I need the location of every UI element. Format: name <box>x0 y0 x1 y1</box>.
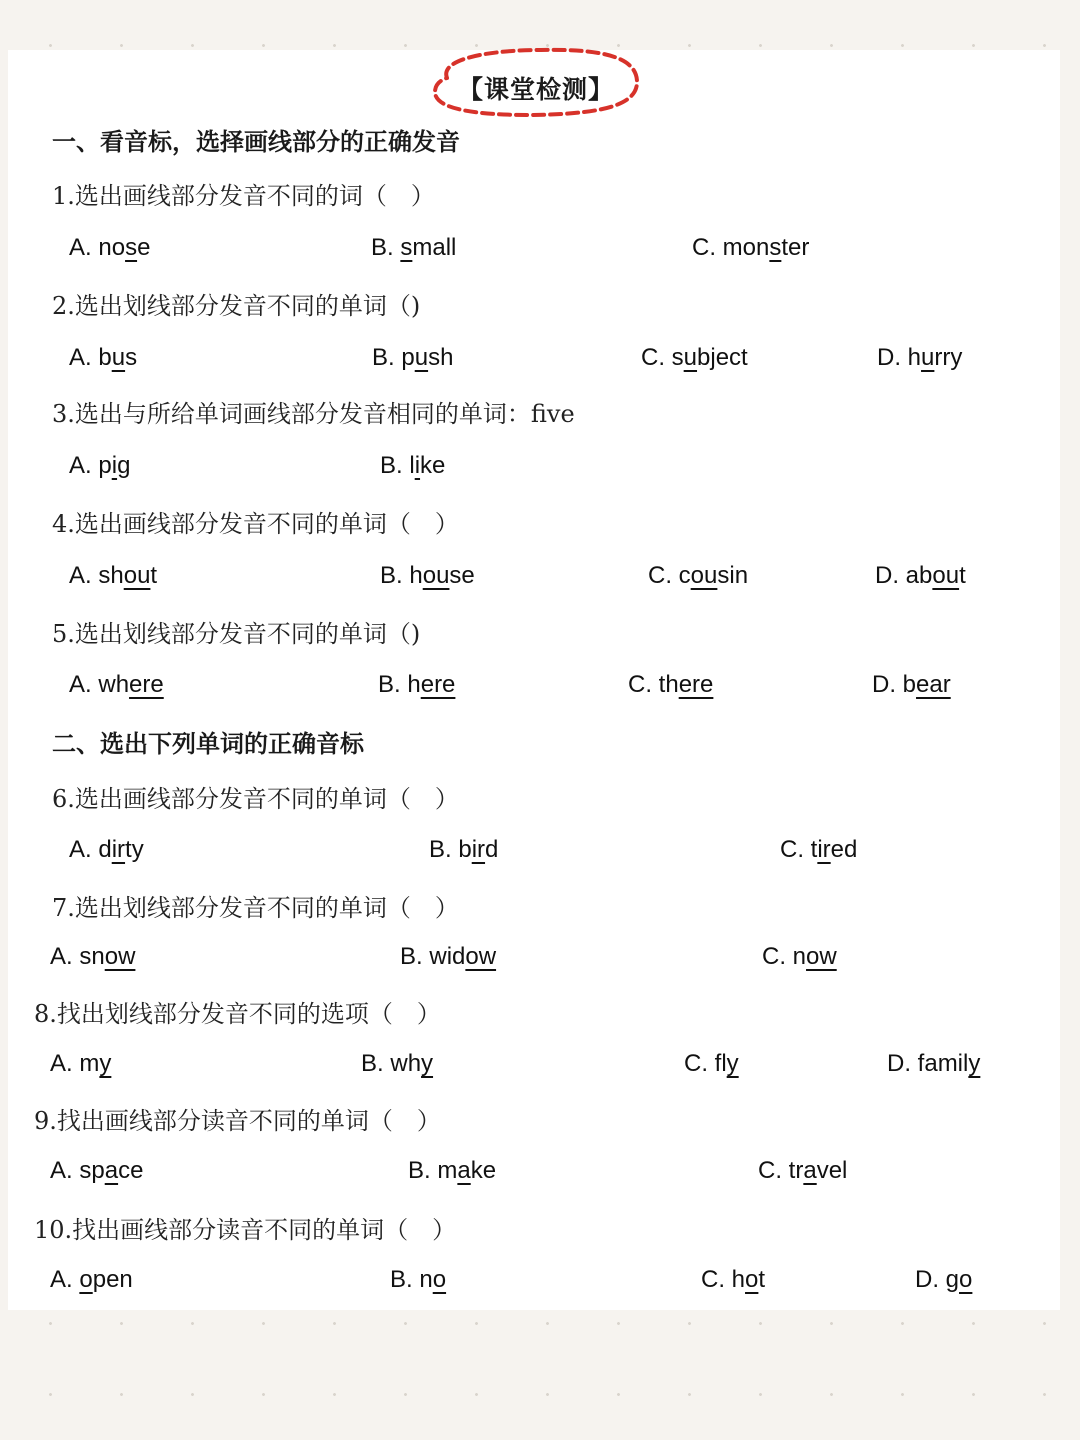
option-word <box>908 344 963 371</box>
option-letter: B. <box>400 943 423 970</box>
word-prefix: h <box>731 1266 746 1293</box>
underlined-letters: s <box>769 234 782 261</box>
word-prefix: sn <box>79 943 105 970</box>
underlined-letters: a <box>457 1157 471 1184</box>
option-letter: C. <box>692 234 716 261</box>
answer-option[interactable] <box>915 1266 972 1294</box>
word-prefix: n <box>792 943 807 970</box>
word-suffix: ty <box>125 836 144 863</box>
option-letter: B. <box>361 1050 384 1077</box>
option-word <box>659 671 714 698</box>
question-prompt: 8.找出划线部分发音不同的选项（ ） <box>34 1000 441 1028</box>
answer-option[interactable] <box>758 1157 847 1185</box>
section-heading: 二、选出下列单词的正确音标 <box>52 730 364 758</box>
word-prefix: s <box>671 344 684 371</box>
answer-option[interactable] <box>692 234 809 262</box>
answer-option[interactable] <box>50 1157 143 1185</box>
word-prefix: wid <box>429 943 466 970</box>
option-letter: A. <box>50 1050 73 1077</box>
underlined-letters: ow <box>104 943 136 970</box>
answer-option[interactable] <box>400 943 496 971</box>
option-word <box>672 344 748 371</box>
answer-option[interactable] <box>648 562 748 590</box>
option-letter: C. <box>762 943 786 970</box>
word-prefix: m <box>437 1157 458 1184</box>
word-prefix: th <box>658 671 679 698</box>
answer-option[interactable] <box>390 1266 446 1294</box>
answer-option[interactable] <box>762 943 837 971</box>
word-prefix: wh <box>390 1050 422 1077</box>
underlined-letters: ere <box>678 671 714 698</box>
answer-option[interactable] <box>69 344 137 372</box>
answer-option[interactable] <box>361 1050 433 1078</box>
option-letter: B. <box>371 234 394 261</box>
option-letter: D. <box>877 344 901 371</box>
option-word <box>98 836 143 863</box>
word-suffix: t <box>959 562 966 589</box>
word-prefix: tr <box>788 1157 804 1184</box>
underlined-letters: y <box>726 1050 739 1077</box>
word-prefix: p <box>98 452 112 479</box>
option-letter: D. <box>875 562 899 589</box>
question-prompt: 3.选出与所给单词画线部分发音相同的单词：five <box>52 400 575 428</box>
option-word <box>906 562 966 589</box>
question-prompt: 10.找出画线部分读音不同的单词（ ） <box>34 1216 457 1244</box>
word-suffix: d <box>485 836 499 863</box>
word-suffix: pen <box>92 1266 133 1293</box>
option-word <box>715 1050 739 1077</box>
word-suffix: vel <box>816 1157 848 1184</box>
option-word <box>419 1266 446 1293</box>
underlined-letters: ou <box>123 562 151 589</box>
answer-option[interactable] <box>50 943 135 971</box>
option-word <box>789 1157 848 1184</box>
option-letter: D. <box>872 671 896 698</box>
word-prefix: h <box>407 671 421 698</box>
option-word <box>407 671 455 698</box>
option-letter: A. <box>50 943 73 970</box>
underlined-letters: ear <box>916 671 951 698</box>
answer-option[interactable] <box>877 344 962 372</box>
underlined-letters: ere <box>129 671 164 698</box>
option-word <box>79 943 135 970</box>
option-letter: C. <box>684 1050 708 1077</box>
option-letter: A. <box>50 1157 73 1184</box>
underlined-letters: y <box>421 1050 434 1077</box>
option-letter: B. <box>380 562 403 589</box>
word-prefix: l <box>409 452 415 479</box>
option-word <box>793 943 837 970</box>
option-letter: A. <box>69 562 92 589</box>
option-word <box>811 836 858 863</box>
word-prefix: d <box>98 836 112 863</box>
answer-option[interactable] <box>69 234 150 262</box>
word-prefix: n <box>419 1266 433 1293</box>
underlined-letters: ir <box>817 836 831 863</box>
option-word <box>903 671 951 698</box>
answer-option[interactable] <box>429 836 498 864</box>
question-prompt: 6.选出画线部分发音不同的单词（ ） <box>52 785 459 813</box>
underlined-letters: o <box>432 1266 447 1293</box>
question-prompt: 2.选出划线部分发音不同的单词（) <box>52 292 421 320</box>
answer-option[interactable] <box>641 344 748 372</box>
word-suffix: mall <box>412 234 457 261</box>
underlined-letters: u <box>414 344 429 371</box>
word-prefix: fl <box>714 1050 727 1077</box>
word-suffix: ce <box>118 1157 144 1184</box>
option-word <box>98 671 163 698</box>
question-prompt: 5.选出划线部分发音不同的单词（) <box>52 620 421 648</box>
word-prefix: m <box>79 1050 100 1077</box>
word-prefix: c <box>678 562 691 589</box>
answer-option[interactable] <box>875 562 966 590</box>
word-prefix: h <box>409 562 423 589</box>
word-suffix: sin <box>717 562 749 589</box>
option-word <box>409 452 445 479</box>
option-letter: C. <box>701 1266 725 1293</box>
option-letter: D. <box>915 1266 939 1293</box>
option-letter: A. <box>69 836 92 863</box>
option-word <box>98 344 137 371</box>
answer-option[interactable] <box>872 671 951 699</box>
word-prefix: wh <box>98 671 130 698</box>
underlined-letters: o <box>745 1266 759 1293</box>
word-suffix: t <box>758 1266 766 1293</box>
underlined-letters: o <box>959 1266 973 1293</box>
underlined-letters: ir <box>111 836 126 863</box>
word-suffix: ke <box>470 1157 497 1184</box>
option-word <box>98 452 130 479</box>
option-word <box>79 1266 132 1293</box>
option-letter: B. <box>378 671 401 698</box>
underlined-letters: ou <box>422 562 450 589</box>
question-prompt: 9.找出画线部分读音不同的单词（ ） <box>34 1107 441 1135</box>
underlined-letters: s <box>125 234 138 261</box>
word-prefix: b <box>98 344 112 371</box>
question-prompt: 4.选出画线部分发音不同的单词（ ） <box>52 510 459 538</box>
word-suffix: ter <box>781 234 810 261</box>
underlined-letters: a <box>803 1157 817 1184</box>
underlined-letters: a <box>104 1157 119 1184</box>
answer-option[interactable] <box>69 836 144 864</box>
option-word <box>918 1050 981 1077</box>
underlined-letters: ou <box>690 562 718 589</box>
option-letter: C. <box>628 671 652 698</box>
underlined-letters: i <box>111 452 118 479</box>
option-letter: B. <box>380 452 403 479</box>
answer-option[interactable] <box>628 671 713 699</box>
option-letter: B. <box>429 836 452 863</box>
underlined-letters: u <box>111 344 126 371</box>
underlined-letters: y <box>99 1050 112 1077</box>
word-prefix: no <box>98 234 126 261</box>
answer-option[interactable] <box>380 562 475 590</box>
page-title: 【课堂检测】 <box>457 75 614 104</box>
option-letter: A. <box>50 1266 73 1293</box>
answer-option[interactable] <box>69 671 164 699</box>
word-suffix: g <box>117 452 131 479</box>
word-prefix: mon <box>722 234 770 261</box>
answer-option[interactable] <box>380 452 445 480</box>
option-word <box>98 234 150 261</box>
underlined-letters: ow <box>806 943 837 970</box>
answer-option[interactable] <box>378 671 455 699</box>
option-word <box>946 1266 973 1293</box>
word-suffix: t <box>150 562 158 589</box>
underlined-letters: u <box>683 344 698 371</box>
word-prefix: h <box>907 344 922 371</box>
option-letter: A. <box>69 344 92 371</box>
answer-option[interactable] <box>371 234 456 262</box>
option-letter: B. <box>372 344 395 371</box>
underlined-letters: ir <box>471 836 486 863</box>
option-word <box>429 943 496 970</box>
option-letter: B. <box>390 1266 413 1293</box>
option-word <box>679 562 748 589</box>
answer-option[interactable] <box>50 1266 133 1294</box>
word-prefix: t <box>810 836 818 863</box>
word-prefix: sh <box>98 562 124 589</box>
underlined-letters: ere <box>420 671 456 698</box>
word-prefix: b <box>902 671 917 698</box>
option-word <box>390 1050 433 1077</box>
answer-option[interactable] <box>780 836 857 864</box>
answer-option[interactable] <box>69 452 130 480</box>
option-word <box>79 1050 111 1077</box>
word-prefix: famil <box>917 1050 969 1077</box>
option-word <box>79 1157 143 1184</box>
option-word <box>723 234 810 261</box>
option-letter: C. <box>780 836 804 863</box>
word-suffix: rry <box>934 344 963 371</box>
option-letter: D. <box>887 1050 911 1077</box>
option-letter: C. <box>648 562 672 589</box>
underlined-letters: o <box>79 1266 93 1293</box>
option-letter: A. <box>69 234 92 261</box>
underlined-letters: y <box>968 1050 981 1077</box>
answer-option[interactable] <box>408 1157 496 1185</box>
word-prefix: p <box>401 344 415 371</box>
option-letter: C. <box>758 1157 782 1184</box>
section-heading: 一、看音标，选择画线部分的正确发音 <box>52 128 460 156</box>
underlined-letters: i <box>414 452 421 479</box>
word-suffix: se <box>449 562 475 589</box>
answer-option[interactable] <box>684 1050 739 1078</box>
option-word <box>437 1157 496 1184</box>
answer-option[interactable] <box>50 1050 111 1078</box>
word-prefix: sp <box>79 1157 105 1184</box>
underlined-letters: u <box>921 344 935 371</box>
question-prompt: 1.选出画线部分发音不同的词（ ） <box>52 182 435 210</box>
word-suffix: ed <box>830 836 858 863</box>
answer-option[interactable] <box>372 344 453 372</box>
option-letter: C. <box>641 344 665 371</box>
word-prefix: ab <box>905 562 933 589</box>
question-prompt: 7.选出划线部分发音不同的单词（ ） <box>52 894 459 922</box>
option-letter: B. <box>408 1157 431 1184</box>
word-suffix: e <box>137 234 151 261</box>
underlined-letters: ou <box>932 562 960 589</box>
option-letter: A. <box>69 452 92 479</box>
option-word <box>401 344 453 371</box>
word-suffix: ke <box>420 452 446 479</box>
underlined-letters: ow <box>465 943 497 970</box>
answer-option[interactable] <box>701 1266 765 1294</box>
option-word <box>458 836 498 863</box>
option-letter: A. <box>69 671 92 698</box>
answer-option[interactable] <box>887 1050 980 1078</box>
underlined-letters: s <box>400 234 413 261</box>
option-word <box>98 562 157 589</box>
word-suffix: sh <box>428 344 454 371</box>
option-word <box>409 562 474 589</box>
option-word <box>400 234 456 261</box>
word-prefix: g <box>945 1266 960 1293</box>
answer-option[interactable] <box>69 562 157 590</box>
word-suffix: s <box>125 344 138 371</box>
word-prefix: b <box>458 836 472 863</box>
word-suffix: bject <box>697 344 748 371</box>
title-badge <box>433 44 639 118</box>
option-word <box>732 1266 765 1293</box>
